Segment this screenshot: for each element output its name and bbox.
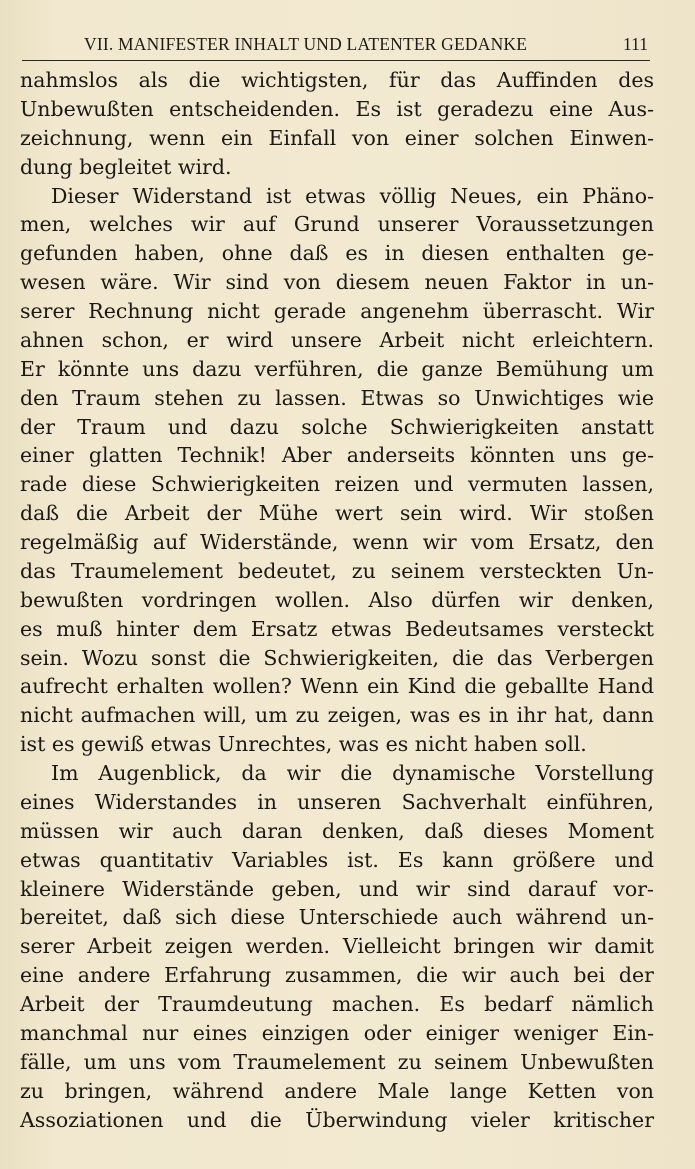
text-line: ist es gewiß etwas Unrechtes, was es nicht haben soll. bbox=[20, 732, 587, 757]
text-line: Er könnte uns dazu verführen, die ganze Bemühung um bbox=[20, 356, 654, 381]
running-head bbox=[22, 34, 650, 61]
text-line: Im Augenblick, da wir die dynamische Vorstellung bbox=[51, 761, 654, 785]
text-line: ahnen schon, er wird unsere Arbeit nicht erleichtern. bbox=[20, 327, 654, 352]
text-line: bereitet, daß sich diese Unterschiede auch während un- bbox=[20, 905, 654, 930]
text-line: zu bringen, während andere Male lange Ketten von bbox=[20, 1078, 654, 1103]
text-line: sein. Wozu sonst die Schwierigkeiten, die das Verbergen bbox=[20, 645, 654, 670]
text-line: Unbewußten entscheidenden. Es ist geradezu eine Aus- bbox=[20, 96, 654, 121]
text-line: bewußten vordringen wollen. Also dürfen wir denken, bbox=[20, 587, 654, 612]
text-line: einer glatten Technik! Aber anderseits könnten uns ge- bbox=[20, 443, 654, 468]
text-line: zeichnung, wenn ein Einfall von einer solchen Einwen- bbox=[20, 125, 654, 150]
text-line: der Traum und dazu solche Schwierigkeiten anstatt bbox=[20, 414, 654, 439]
body-text bbox=[20, 66, 654, 1134]
text-line: Dieser Widerstand ist etwas völlig Neues, ein Phäno- bbox=[51, 183, 654, 208]
text-line: wesen wäre. Wir sind von diesem neuen Faktor in un- bbox=[20, 270, 654, 295]
text-line: Assoziationen und die Überwindung vieler kritischer bbox=[20, 1107, 654, 1132]
text-line: serer Rechnung nicht gerade angenehm überrascht. Wir bbox=[20, 299, 654, 323]
text-line: rade diese Schwierigkeiten reizen und vermuten lassen, bbox=[20, 472, 654, 497]
text-line: etwas quantitativ Variables ist. Es kann größere und bbox=[20, 847, 654, 872]
text-line: den Traum stehen zu lassen. Etwas so Unwichtiges wie bbox=[20, 385, 654, 410]
text-line: gefunden haben, ohne daß es in diesen enthalten ge- bbox=[20, 241, 654, 266]
page-number: 111 bbox=[623, 34, 648, 54]
text-line: regelmäßig auf Widerstände, wenn wir vom Ersatz, den bbox=[20, 530, 654, 554]
text-line: es muß hinter dem Ersatz etwas Bedeutsames versteckt bbox=[20, 616, 654, 641]
text-line: manchmal nur eines einzigen oder einiger weniger Ein- bbox=[20, 1020, 654, 1045]
text-line: serer Arbeit zeigen werden. Vielleicht bringen wir damit bbox=[20, 934, 654, 959]
text-line: nahmslos als die wichtigsten, für das Auffinden des bbox=[20, 68, 654, 92]
text-line: men, welches wir auf Grund unserer Voraussetzungen bbox=[20, 212, 654, 237]
text-line: Arbeit der Traumdeutung machen. Es bedarf nämlich bbox=[20, 992, 654, 1016]
chapter-title: VII. MANIFESTER INHALT UND LATENTER GEDANKE bbox=[84, 34, 528, 54]
text-line: fälle, um uns vom Traumelement zu seinem Unbewußten bbox=[20, 1049, 654, 1074]
text-line: nicht aufmachen will, um zu zeigen, was es in ihr hat, dann bbox=[20, 703, 654, 728]
text-line: aufrecht erhalten wollen? Wenn ein Kind die geballte Hand bbox=[20, 674, 654, 699]
text-line: daß die Arbeit der Mühe wert sein wird. Wir stoßen bbox=[20, 501, 654, 526]
text-line: müssen wir auch daran denken, daß dieses Moment bbox=[20, 818, 654, 843]
text-line: das Traumelement bedeutet, zu seinem versteckten Un- bbox=[20, 558, 654, 583]
text-line: kleinere Widerstände geben, und wir sind darauf vor- bbox=[20, 876, 654, 901]
text-line: eine andere Erfahrung zusammen, die wir auch bei der bbox=[20, 963, 654, 988]
text-line: dung begleitet wird. bbox=[20, 154, 232, 179]
text-line: eines Widerstandes in unseren Sachverhalt einführen, bbox=[20, 789, 654, 814]
